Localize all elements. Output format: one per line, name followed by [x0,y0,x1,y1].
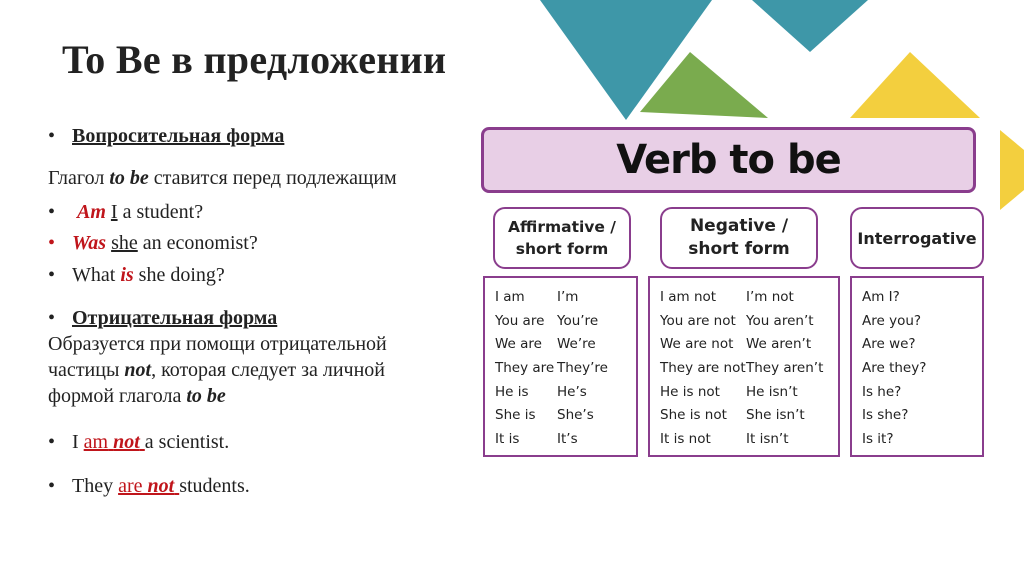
full-form-cell: You are not [660,312,736,329]
page-title: To Be в предложении [62,37,447,82]
example-verb: are [118,475,143,497]
short-form-cell: You aren’t [746,312,814,329]
question-rule [48,166,397,190]
line3-verb: to be [186,385,226,407]
example-verb: Was [72,232,107,254]
line2-word: not [124,359,152,381]
short-form-cell: They aren’t [746,360,824,377]
negative-description [48,331,387,409]
table-row [852,381,982,405]
bullet: • [48,264,56,286]
short-form-cell: He isn’t [746,383,798,400]
rule-suffix: ставится перед подлежащим [153,167,397,189]
yellow-triangle-edge [1000,130,1024,210]
column-title-line: short form [688,239,790,259]
full-form-cell: We are [495,336,542,353]
negative-column-body [648,276,840,457]
bullet: • [48,232,56,254]
example-verb: am [83,431,109,453]
negative-line-3 [48,383,387,409]
interrogative-column-header [850,207,984,269]
example-neg: not [113,431,140,453]
rule-verb: to be [109,167,149,189]
table-row [852,310,982,334]
short-form-cell: She isn’t [746,407,805,424]
column-title-line: Negative / [689,216,789,236]
full-form-cell: Is it? [862,431,894,448]
negative-line-2 [48,357,387,383]
full-form-cell: He is not [660,383,720,400]
example-rest: an economist? [142,232,258,254]
question-heading: Вопросительная форма [72,125,285,147]
negative-heading: Отрицательная форма [72,307,278,329]
bullet: • [48,201,56,223]
full-form-cell: She is [495,407,536,424]
full-form-cell: I am not [660,289,717,305]
table-row [650,404,838,428]
short-form-cell: She’s [557,407,594,424]
full-form-cell: Is he? [862,383,902,400]
line2-suffix: , которая следует за личной [151,359,386,381]
line3-prefix: формой глагола [48,385,182,407]
bullet: • [48,125,56,147]
example-subject: I [110,201,118,223]
short-form-cell: I’m not [746,289,794,305]
teal-triangle-right [752,0,868,52]
full-form-cell: You are [495,312,545,329]
full-form-cell: Are they? [862,360,927,377]
negative-example-1 [48,430,229,454]
interrogative-column-body [850,276,984,457]
line2-prefix: частицы [48,359,120,381]
table-row [485,381,636,405]
table-row [852,333,982,357]
rule-prefix: Глагол [48,167,105,189]
short-form-cell: I’m [557,289,579,305]
bullet: • [48,307,56,329]
full-form-cell: Am I? [862,289,900,305]
column-title-line: short form [515,240,609,258]
example-prefix: What [72,264,116,286]
example-rest: she doing? [138,264,225,286]
table-row [650,381,838,405]
example-neg: not [147,475,175,497]
table-row [852,404,982,428]
full-form-cell: It is not [660,431,711,448]
table-row [485,404,636,428]
example-rest: a scientist. [144,431,230,453]
example-verb: is [120,264,134,286]
table-row [852,286,982,310]
table-row [650,310,838,334]
table-row [485,428,636,452]
negative-example-2 [48,474,250,498]
full-form-cell: They are [495,360,555,377]
bullet: • [48,475,56,497]
table-row [485,357,636,381]
full-form-cell: He is [495,383,529,400]
question-example-2 [48,231,258,255]
full-form-cell: It is [495,431,520,448]
table-row [650,428,838,452]
full-form-cell: They are not [660,360,746,377]
column-title-line: Interrogative [857,228,977,248]
question-example-3 [48,263,225,287]
table-row [650,357,838,381]
example-verb-group [84,431,145,453]
example-prefix: They [72,475,114,497]
example-rest: a student? [122,201,204,223]
example-verb-group [118,475,179,497]
question-example-1 [48,200,203,224]
short-form-cell: You’re [557,312,599,329]
short-form-cell: We aren’t [746,336,812,353]
full-form-cell: I am [495,289,525,305]
example-subject: she [111,232,138,254]
negative-line-1: Образуется при помощи отрицательной [48,333,387,355]
full-form-cell: Is she? [862,407,909,424]
example-verb: Am [77,201,106,223]
short-form-cell: We’re [557,336,596,353]
example-rest: students. [179,475,250,497]
table-row [485,333,636,357]
table-row [650,333,838,357]
short-form-cell: He’s [557,383,587,400]
short-form-cell: They’re [557,360,608,377]
full-form-cell: Are you? [862,312,922,329]
table-row [852,357,982,381]
affirmative-column-body [483,276,638,457]
example-prefix: I [72,431,79,453]
table-row [485,310,636,334]
negative-heading-line [48,306,277,330]
full-form-cell: Are we? [862,336,916,353]
negative-column-header [660,207,818,269]
full-form-cell: She is not [660,407,727,424]
full-form-cell: We are not [660,336,734,353]
table-row [852,428,982,452]
question-heading-line [48,124,284,148]
column-title-line: Affirmative / [508,218,616,236]
short-form-cell: It isn’t [746,431,789,448]
bullet: • [48,431,56,453]
affirmative-column-header [493,207,631,269]
table-row [485,286,636,310]
short-form-cell: It’s [557,431,578,448]
verb-table-title: Verb to be [616,137,841,183]
verb-table-header [481,127,976,193]
yellow-triangle [850,52,980,118]
table-row [650,286,838,310]
